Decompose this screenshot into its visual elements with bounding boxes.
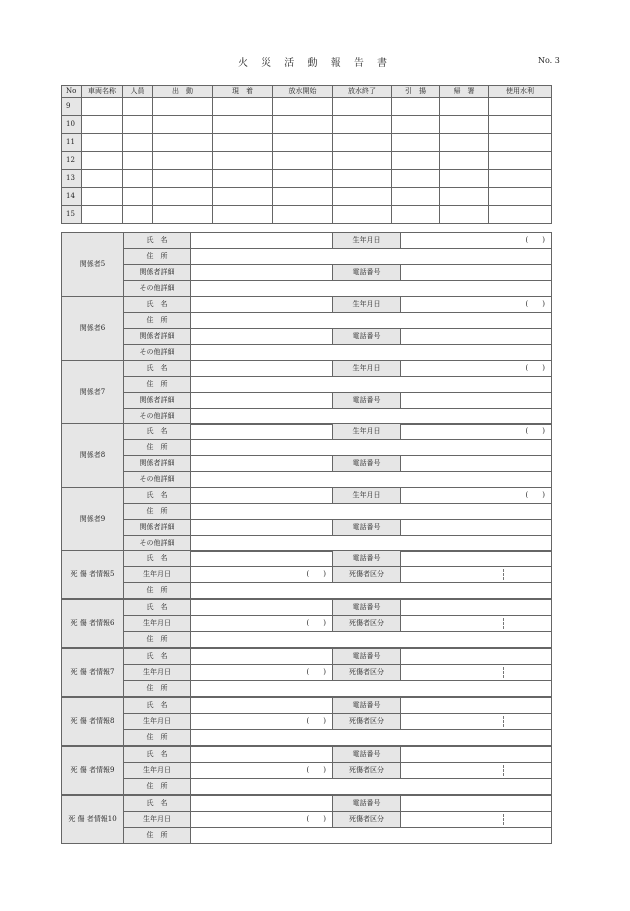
table-cell[interactable] xyxy=(213,134,273,152)
name-field[interactable] xyxy=(191,551,333,567)
phone-label: 電話番号 xyxy=(333,520,401,536)
casualty-block xyxy=(61,795,552,844)
name-label: 氏 名 xyxy=(124,233,191,249)
form-row xyxy=(62,600,552,616)
page-number: No. 3 xyxy=(538,56,560,65)
address-field[interactable] xyxy=(191,730,552,746)
address-label: 住 所 xyxy=(124,583,191,599)
relation-label: 関係者詳細 xyxy=(124,392,191,408)
table-row xyxy=(62,152,552,170)
form-row xyxy=(62,440,552,456)
name-label: 氏 名 xyxy=(124,360,191,376)
row-number: 9 xyxy=(62,98,82,116)
table-cell[interactable] xyxy=(392,206,440,224)
table-cell[interactable] xyxy=(392,170,440,188)
table-cell[interactable] xyxy=(392,98,440,116)
birth-label: 生年月日 xyxy=(333,360,401,376)
name-label: 氏 名 xyxy=(124,747,191,763)
form-row xyxy=(62,649,552,665)
birth-field[interactable]: ( ) xyxy=(191,714,333,730)
form-row xyxy=(62,312,552,328)
related-person-label: 関係者9 xyxy=(62,488,124,552)
phone-label: 電話番号 xyxy=(333,265,401,281)
table-cell[interactable] xyxy=(489,152,552,170)
casualty-label: 死 傷 者情報8 xyxy=(62,698,124,746)
address-field[interactable] xyxy=(191,504,552,520)
table-cell[interactable] xyxy=(273,188,333,206)
table-cell[interactable] xyxy=(440,98,489,116)
name-label: 氏 名 xyxy=(124,551,191,567)
casualty-label: 死 傷 者情報9 xyxy=(62,747,124,795)
dashed-divider xyxy=(503,667,504,678)
table-cell[interactable] xyxy=(82,134,123,152)
birth-label: 生年月日 xyxy=(124,714,191,730)
address-label: 住 所 xyxy=(124,249,191,265)
casualty-label: 死 傷 者情報5 xyxy=(62,551,124,599)
casualty-type-label: 死傷者区分 xyxy=(333,567,401,583)
table-cell[interactable] xyxy=(153,170,213,188)
phone-field[interactable] xyxy=(401,328,552,344)
table-cell[interactable] xyxy=(153,98,213,116)
row-number: 11 xyxy=(62,134,82,152)
casualty-label: 死 傷 者情報7 xyxy=(62,649,124,697)
related-person-label: 関係者5 xyxy=(62,233,124,297)
table-cell[interactable] xyxy=(82,152,123,170)
row-number: 10 xyxy=(62,116,82,134)
relation-field[interactable] xyxy=(191,328,333,344)
table-cell[interactable] xyxy=(333,98,392,116)
address-field[interactable] xyxy=(191,583,552,599)
birth-field[interactable]: ( ) xyxy=(191,812,333,828)
row-number: 13 xyxy=(62,170,82,188)
dashed-divider xyxy=(503,618,504,629)
phone-label: 電話番号 xyxy=(333,392,401,408)
form-row xyxy=(62,233,552,249)
birth-field[interactable]: ( ) xyxy=(191,567,333,583)
vehicle-table xyxy=(61,85,552,224)
name-field[interactable] xyxy=(191,488,333,504)
col-header: 人員 xyxy=(123,86,153,98)
casualty-block xyxy=(61,746,552,795)
relation-label: 関係者詳細 xyxy=(124,456,191,472)
name-label: 氏 名 xyxy=(124,296,191,312)
casualty-type-label: 死傷者区分 xyxy=(333,714,401,730)
form-row xyxy=(62,472,552,488)
birth-field[interactable]: ( ) xyxy=(401,488,552,504)
casualty-type-field[interactable] xyxy=(401,665,552,681)
address-label: 住 所 xyxy=(124,504,191,520)
form-row xyxy=(62,408,552,424)
form-row xyxy=(62,424,552,440)
related-person-block xyxy=(61,232,552,297)
birth-label: 生年月日 xyxy=(333,296,401,312)
other-label: その他詳細 xyxy=(124,536,191,552)
form-row xyxy=(62,392,552,408)
address-label: 住 所 xyxy=(124,730,191,746)
casualty-type-label: 死傷者区分 xyxy=(333,665,401,681)
table-cell[interactable] xyxy=(489,134,552,152)
dashed-divider xyxy=(503,569,504,580)
related-person-block xyxy=(61,487,552,552)
birth-field[interactable]: ( ) xyxy=(401,233,552,249)
form-row xyxy=(62,281,552,297)
phone-field[interactable] xyxy=(401,600,552,616)
name-label: 氏 名 xyxy=(124,649,191,665)
birth-label: 生年月日 xyxy=(124,665,191,681)
table-cell[interactable] xyxy=(153,152,213,170)
form-row xyxy=(62,714,552,730)
table-cell[interactable] xyxy=(440,206,489,224)
casualty-type-label: 死傷者区分 xyxy=(333,763,401,779)
table-cell[interactable] xyxy=(153,134,213,152)
table-cell[interactable] xyxy=(82,170,123,188)
form-row xyxy=(62,747,552,763)
table-cell[interactable] xyxy=(273,170,333,188)
birth-label: 生年月日 xyxy=(333,424,401,440)
table-cell[interactable] xyxy=(273,116,333,134)
name-field[interactable] xyxy=(191,649,333,665)
col-header: 帰 署 xyxy=(440,86,489,98)
other-field[interactable] xyxy=(191,408,552,424)
form-row xyxy=(62,796,552,812)
table-cell[interactable] xyxy=(123,134,153,152)
birth-field[interactable]: ( ) xyxy=(401,296,552,312)
table-cell[interactable] xyxy=(392,134,440,152)
related-person-block xyxy=(61,296,552,361)
name-field[interactable] xyxy=(191,233,333,249)
name-field[interactable] xyxy=(191,424,333,440)
table-cell[interactable] xyxy=(153,188,213,206)
birth-label: 生年月日 xyxy=(124,567,191,583)
row-number: 14 xyxy=(62,188,82,206)
col-header: 車両名称 xyxy=(82,86,123,98)
col-header: 出 動 xyxy=(153,86,213,98)
related-person-block xyxy=(61,360,552,425)
phone-label: 電話番号 xyxy=(333,551,401,567)
name-label: 氏 名 xyxy=(124,424,191,440)
col-header: No xyxy=(62,86,82,98)
relation-field[interactable] xyxy=(191,392,333,408)
dashed-divider xyxy=(503,716,504,727)
form-row xyxy=(62,488,552,504)
vehicle-table-header xyxy=(62,86,552,98)
table-row xyxy=(62,98,552,116)
name-field[interactable] xyxy=(191,747,333,763)
table-cell[interactable] xyxy=(213,98,273,116)
table-cell[interactable] xyxy=(123,188,153,206)
name-label: 氏 名 xyxy=(124,698,191,714)
table-cell[interactable] xyxy=(213,206,273,224)
phone-label: 電話番号 xyxy=(333,796,401,812)
relation-field[interactable] xyxy=(191,520,333,536)
table-cell[interactable] xyxy=(123,170,153,188)
table-cell[interactable] xyxy=(82,188,123,206)
address-label: 住 所 xyxy=(124,440,191,456)
casualty-block xyxy=(61,599,552,648)
relation-field[interactable] xyxy=(191,456,333,472)
relation-label: 関係者詳細 xyxy=(124,265,191,281)
name-field[interactable] xyxy=(191,296,333,312)
casualty-type-field[interactable] xyxy=(401,812,552,828)
name-label: 氏 名 xyxy=(124,796,191,812)
form-row xyxy=(62,456,552,472)
form-row xyxy=(62,296,552,312)
col-header: 現 着 xyxy=(213,86,273,98)
row-number: 15 xyxy=(62,206,82,224)
casualty-type-field[interactable] xyxy=(401,763,552,779)
phone-field[interactable] xyxy=(401,698,552,714)
form-row xyxy=(62,344,552,360)
table-cell[interactable] xyxy=(440,170,489,188)
phone-field[interactable] xyxy=(401,551,552,567)
phone-label: 電話番号 xyxy=(333,328,401,344)
table-cell[interactable] xyxy=(392,152,440,170)
name-field[interactable] xyxy=(191,360,333,376)
related-person-label: 関係者8 xyxy=(62,424,124,488)
table-cell[interactable] xyxy=(213,170,273,188)
address-label: 住 所 xyxy=(124,376,191,392)
form-row xyxy=(62,328,552,344)
table-cell[interactable] xyxy=(213,188,273,206)
form-row xyxy=(62,632,552,648)
relation-field[interactable] xyxy=(191,265,333,281)
birth-label: 生年月日 xyxy=(124,812,191,828)
form-row xyxy=(62,812,552,828)
birth-label: 生年月日 xyxy=(124,616,191,632)
form-row xyxy=(62,730,552,746)
table-cell[interactable] xyxy=(123,116,153,134)
form-row xyxy=(62,763,552,779)
relation-label: 関係者詳細 xyxy=(124,520,191,536)
birth-field[interactable]: ( ) xyxy=(401,424,552,440)
table-cell[interactable] xyxy=(392,116,440,134)
table-cell[interactable] xyxy=(153,206,213,224)
table-cell[interactable] xyxy=(273,134,333,152)
phone-label: 電話番号 xyxy=(333,649,401,665)
form-row xyxy=(62,681,552,697)
name-field[interactable] xyxy=(191,600,333,616)
name-label: 氏 名 xyxy=(124,488,191,504)
table-cell[interactable] xyxy=(333,134,392,152)
dashed-divider xyxy=(503,765,504,776)
address-field[interactable] xyxy=(191,440,552,456)
phone-field[interactable] xyxy=(401,796,552,812)
address-label: 住 所 xyxy=(124,828,191,844)
col-header: 使用水利 xyxy=(489,86,552,98)
other-label: その他詳細 xyxy=(124,281,191,297)
birth-label: 生年月日 xyxy=(124,763,191,779)
birth-field[interactable]: ( ) xyxy=(191,616,333,632)
form-row xyxy=(62,520,552,536)
form-row xyxy=(62,360,552,376)
phone-field[interactable] xyxy=(401,392,552,408)
form-row xyxy=(62,249,552,265)
birth-field[interactable]: ( ) xyxy=(191,665,333,681)
table-cell[interactable] xyxy=(82,98,123,116)
table-row xyxy=(62,170,552,188)
table-cell[interactable] xyxy=(333,188,392,206)
phone-field[interactable] xyxy=(401,747,552,763)
name-field[interactable] xyxy=(191,698,333,714)
casualty-block xyxy=(61,648,552,697)
table-cell[interactable] xyxy=(333,152,392,170)
name-field[interactable] xyxy=(191,796,333,812)
name-label: 氏 名 xyxy=(124,600,191,616)
phone-field[interactable] xyxy=(401,520,552,536)
birth-label: 生年月日 xyxy=(333,233,401,249)
other-field[interactable] xyxy=(191,344,552,360)
table-cell[interactable] xyxy=(489,116,552,134)
table-cell[interactable] xyxy=(333,170,392,188)
address-field[interactable] xyxy=(191,312,552,328)
col-header: 放水終了 xyxy=(333,86,392,98)
casualty-label: 死 傷 者情報6 xyxy=(62,600,124,648)
table-cell[interactable] xyxy=(440,116,489,134)
table-cell[interactable] xyxy=(213,152,273,170)
table-cell[interactable] xyxy=(489,206,552,224)
table-row xyxy=(62,116,552,134)
table-cell[interactable] xyxy=(213,116,273,134)
col-header: 引 揚 xyxy=(392,86,440,98)
phone-label: 電話番号 xyxy=(333,600,401,616)
row-number: 12 xyxy=(62,152,82,170)
casualty-block xyxy=(61,550,552,599)
related-person-block xyxy=(61,423,552,488)
table-cell[interactable] xyxy=(489,98,552,116)
relation-label: 関係者詳細 xyxy=(124,328,191,344)
table-cell[interactable] xyxy=(489,188,552,206)
address-field[interactable] xyxy=(191,681,552,697)
col-header: 放水開始 xyxy=(273,86,333,98)
address-field[interactable] xyxy=(191,632,552,648)
address-label: 住 所 xyxy=(124,681,191,697)
address-field[interactable] xyxy=(191,779,552,795)
dashed-divider xyxy=(503,814,504,825)
table-cell[interactable] xyxy=(333,116,392,134)
form-row xyxy=(62,779,552,795)
phone-label: 電話番号 xyxy=(333,747,401,763)
phone-field[interactable] xyxy=(401,265,552,281)
birth-field[interactable]: ( ) xyxy=(191,763,333,779)
table-cell[interactable] xyxy=(489,170,552,188)
table-cell[interactable] xyxy=(123,152,153,170)
form-row xyxy=(62,828,552,844)
birth-field[interactable]: ( ) xyxy=(401,360,552,376)
address-field[interactable] xyxy=(191,376,552,392)
other-field[interactable] xyxy=(191,281,552,297)
casualty-type-field[interactable] xyxy=(401,616,552,632)
table-cell[interactable] xyxy=(82,206,123,224)
form-row xyxy=(62,265,552,281)
table-cell[interactable] xyxy=(82,116,123,134)
other-label: その他詳細 xyxy=(124,408,191,424)
phone-field[interactable] xyxy=(401,649,552,665)
table-cell[interactable] xyxy=(273,206,333,224)
form-row xyxy=(62,504,552,520)
table-row xyxy=(62,188,552,206)
other-field[interactable] xyxy=(191,472,552,488)
other-label: その他詳細 xyxy=(124,472,191,488)
related-person-label: 関係者6 xyxy=(62,296,124,360)
form-row xyxy=(62,583,552,599)
table-cell[interactable] xyxy=(440,188,489,206)
address-label: 住 所 xyxy=(124,632,191,648)
address-label: 住 所 xyxy=(124,312,191,328)
form-row xyxy=(62,551,552,567)
form-row xyxy=(62,616,552,632)
phone-label: 電話番号 xyxy=(333,698,401,714)
casualty-type-field[interactable] xyxy=(401,567,552,583)
address-field[interactable] xyxy=(191,249,552,265)
address-label: 住 所 xyxy=(124,779,191,795)
form-row xyxy=(62,698,552,714)
casualty-label: 死 傷 者情報10 xyxy=(62,796,124,844)
form-row xyxy=(62,665,552,681)
table-row xyxy=(62,206,552,224)
table-cell[interactable] xyxy=(153,116,213,134)
table-row xyxy=(62,134,552,152)
table-cell[interactable] xyxy=(123,206,153,224)
casualty-type-label: 死傷者区分 xyxy=(333,812,401,828)
form-row xyxy=(62,567,552,583)
related-person-label: 関係者7 xyxy=(62,360,124,424)
casualty-type-label: 死傷者区分 xyxy=(333,616,401,632)
table-cell[interactable] xyxy=(333,206,392,224)
casualty-block xyxy=(61,697,552,746)
table-cell[interactable] xyxy=(273,152,333,170)
report-title: 火 災 活 動 報 告 書 xyxy=(237,58,393,69)
phone-field[interactable] xyxy=(401,456,552,472)
table-cell[interactable] xyxy=(440,134,489,152)
form-row xyxy=(62,376,552,392)
other-label: その他詳細 xyxy=(124,344,191,360)
phone-label: 電話番号 xyxy=(333,456,401,472)
table-cell[interactable] xyxy=(440,152,489,170)
address-field[interactable] xyxy=(191,828,552,844)
table-cell[interactable] xyxy=(392,188,440,206)
birth-label: 生年月日 xyxy=(333,488,401,504)
table-cell[interactable] xyxy=(273,98,333,116)
casualty-type-field[interactable] xyxy=(401,714,552,730)
table-cell[interactable] xyxy=(123,98,153,116)
